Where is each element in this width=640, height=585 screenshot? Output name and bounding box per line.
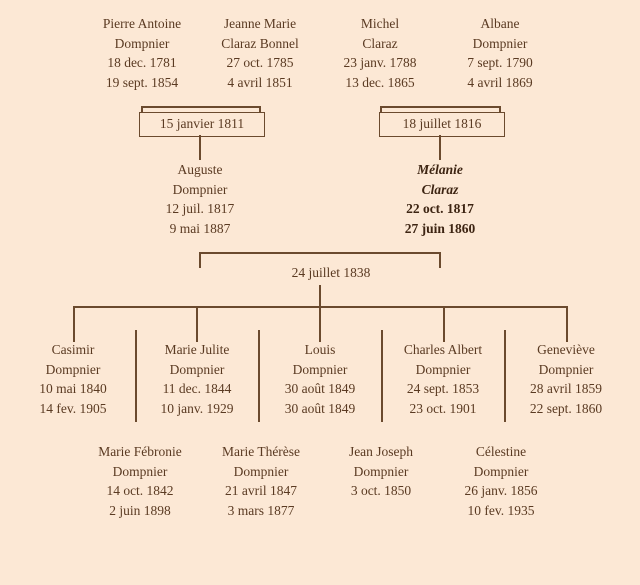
person-death-date: 10 janv. 1929 [160, 400, 234, 416]
person-birth-date: 24 sept. 1853 [406, 381, 480, 397]
person-given-name: Marie Julite [164, 342, 230, 357]
marriage-box-center: 24 juillet 1838 [266, 262, 396, 285]
person-given-name: Albane [480, 16, 520, 31]
person-death-date: 22 sept. 1860 [529, 400, 603, 416]
connector-line [319, 285, 321, 307]
person-death-date: 19 sept. 1854 [105, 74, 179, 90]
person-given-name: Michel [360, 16, 400, 31]
person-family-name: Claraz [421, 181, 459, 197]
person-family-name: Dompnier [292, 361, 348, 377]
person-dates [386, 379, 500, 418]
person-dates [435, 53, 565, 92]
connector-line [380, 106, 501, 108]
person-birth-date: 10 mai 1840 [39, 381, 107, 397]
person-given-name: Charles Albert [403, 342, 483, 357]
connector-line [319, 306, 321, 342]
connector-line [381, 330, 383, 422]
person-pierre-antoine-dompnier [77, 14, 207, 92]
connector-line [199, 252, 441, 254]
person-dates [263, 379, 377, 418]
person-given-name: Pierre Antoine [102, 16, 182, 31]
person-death-date: 9 mai 1887 [169, 220, 231, 236]
person-family-name: Dompnier [353, 463, 409, 479]
person-birth-date: 7 sept. 1790 [467, 55, 533, 71]
person-family-name: Claraz [362, 35, 398, 51]
person-birth-date: 30 août 1849 [284, 381, 356, 397]
connector-line [443, 306, 445, 342]
person-given-name: Marie Thérèse [221, 444, 301, 459]
person-dates [438, 481, 564, 520]
person-dates [318, 481, 444, 501]
person-dates [315, 53, 445, 92]
person-family-name: Claraz Bonnel [221, 35, 299, 51]
person-family-name: Dompnier [472, 35, 528, 51]
person-family-name: Dompnier [112, 463, 168, 479]
connector-line [141, 106, 261, 108]
person-death-date: 27 juin 1860 [404, 220, 476, 236]
person-family-name: Dompnier [114, 35, 170, 51]
person-marie-therese-dompnier [198, 442, 324, 520]
person-death-date: 30 août 1849 [284, 400, 356, 416]
person-auguste-dompnier [135, 160, 265, 238]
person-death-date: 10 fev. 1935 [467, 502, 535, 518]
person-albane-dompnier [435, 14, 565, 92]
person-given-name: Célestine [475, 444, 527, 459]
person-given-name: Marie Fébronie [98, 444, 182, 459]
person-given-name: Casimir [51, 342, 95, 357]
person-birth-date: 26 janv. 1856 [464, 483, 538, 499]
person-dates [140, 379, 254, 418]
person-death-date: 4 avril 1869 [467, 74, 533, 90]
person-family-name: Dompnier [172, 181, 228, 197]
person-family-name: Dompnier [473, 463, 529, 479]
connector-line [504, 330, 506, 422]
person-death-date: 23 oct. 1901 [409, 400, 477, 416]
person-marie-julite-dompnier [140, 340, 254, 418]
person-birth-date: 18 dec. 1781 [107, 55, 177, 71]
person-birth-date: 11 dec. 1844 [162, 381, 232, 397]
person-michel-claraz [315, 14, 445, 92]
person-family-name: Dompnier [45, 361, 101, 377]
person-melanie-claraz [375, 160, 505, 238]
person-celestine-dompnier [438, 442, 564, 520]
marriage-box-right: 18 juillet 1816 [379, 112, 505, 137]
person-family-name: Dompnier [538, 361, 594, 377]
marriage-box-left: 15 janvier 1811 [139, 112, 265, 137]
person-genevieve-dompnier [509, 340, 623, 418]
person-given-name: Auguste [177, 162, 223, 177]
person-dates [375, 199, 505, 238]
person-dates [509, 379, 623, 418]
person-louis-dompnier [263, 340, 377, 418]
person-dates [195, 53, 325, 92]
person-birth-date: 21 avril 1847 [225, 483, 297, 499]
person-jean-joseph-dompnier [318, 442, 444, 501]
person-family-name: Dompnier [415, 361, 471, 377]
person-birth-date: 14 oct. 1842 [106, 483, 174, 499]
person-dates [16, 379, 130, 418]
person-casimir-dompnier [16, 340, 130, 418]
connector-line [196, 306, 198, 342]
person-jeanne-marie-claraz-bonnel [195, 14, 325, 92]
person-family-name: Dompnier [233, 463, 289, 479]
connector-line [439, 135, 441, 160]
connector-line [439, 252, 441, 268]
person-given-name: Jeanne Marie [223, 16, 297, 31]
person-death-date: 13 dec. 1865 [345, 74, 415, 90]
person-dates [198, 481, 324, 520]
person-given-name: Mélanie [417, 162, 463, 177]
connector-line [258, 330, 260, 422]
connector-line [135, 330, 137, 422]
person-death-date: 14 fev. 1905 [39, 400, 107, 416]
person-birth-date: 22 oct. 1817 [406, 201, 474, 217]
person-birth-date: 12 juil. 1817 [165, 201, 235, 217]
connector-line [566, 306, 568, 342]
person-charles-albert-dompnier [386, 340, 500, 418]
person-dates [135, 199, 265, 238]
person-death-date: 4 avril 1851 [227, 74, 293, 90]
person-birth-date: 3 oct. 1850 [350, 483, 412, 499]
person-marie-febronie-dompnier [77, 442, 203, 520]
person-family-name: Dompnier [169, 361, 225, 377]
person-dates [77, 53, 207, 92]
connector-line [199, 135, 201, 160]
connector-line [199, 252, 201, 268]
person-death-date: 3 mars 1877 [227, 502, 295, 518]
connector-line [73, 306, 75, 342]
person-given-name: Louis [304, 342, 336, 357]
person-given-name: Geneviève [537, 342, 595, 357]
person-birth-date: 23 janv. 1788 [343, 55, 417, 71]
person-dates [77, 481, 203, 520]
person-death-date: 2 juin 1898 [109, 502, 171, 518]
person-given-name: Jean Joseph [348, 444, 414, 459]
person-birth-date: 28 avril 1859 [530, 381, 602, 397]
person-birth-date: 27 oct. 1785 [226, 55, 294, 71]
